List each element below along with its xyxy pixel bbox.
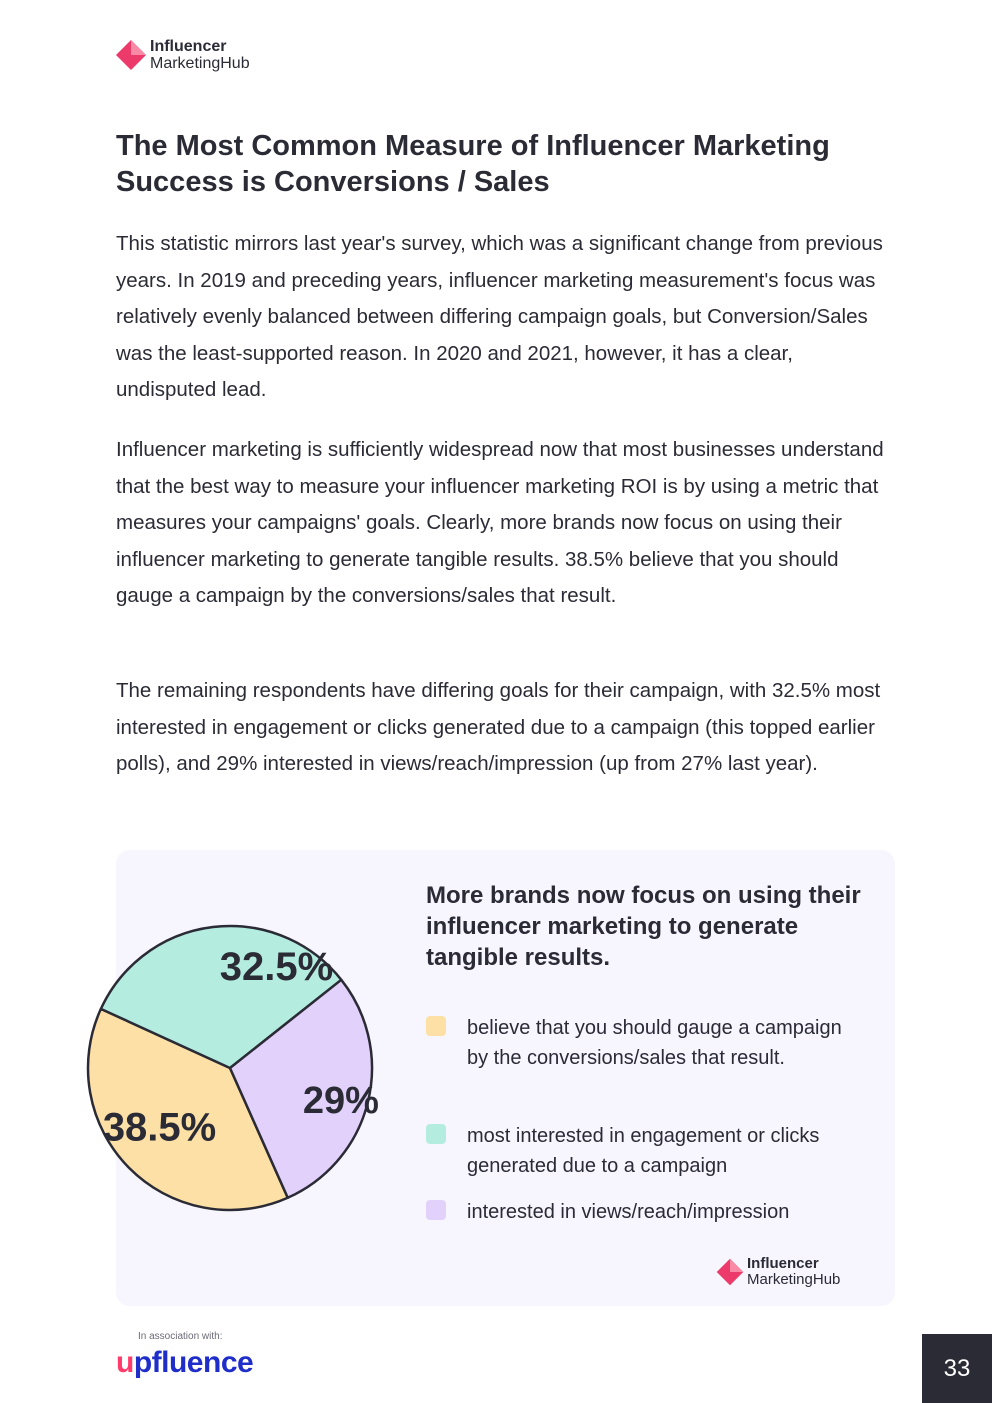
pie-chart	[70, 910, 390, 1230]
partner-logo	[116, 1346, 253, 1380]
legend-swatch-conversions	[426, 1016, 446, 1036]
legend-item-engagement	[426, 1121, 866, 1181]
page-number: 33	[922, 1334, 992, 1403]
pie-label-views: 29%	[302, 1079, 379, 1122]
paragraph-2: Influencer marketing is sufficiently widespread now that most businesses understand that the best way to measure your influencer marketing ROI is by using a metric that measures your campaigns' goals. Clearly, more brands now focus on using their influencer marketing to generate tangible results. 38.5% believe that you should gauge a campaign by the conversions/sales that result.	[116, 438, 884, 608]
chart-title: More brands now focus on using their influencer marketing to generate tangible results.	[426, 882, 861, 971]
brand-mark-icon	[715, 1257, 745, 1287]
paragraph-3: The remaining respondents have differing goals for their campaign, with 32.5% most interested in engagement or clicks generated due to a campaign (this topped earlier polls), and 29% interested in views/reach/impression (up from 27% last year).	[116, 679, 881, 776]
legend-swatch-views	[426, 1200, 446, 1220]
partner-logo-initial: u	[116, 1346, 134, 1379]
legend-item-views	[426, 1197, 866, 1227]
brand-line1: Influencer	[150, 38, 227, 55]
legend-label-engagement: most interested in engagement or clicks generated due to a campaign	[467, 1125, 820, 1177]
legend-label-views: interested in views/reach/impression	[467, 1201, 790, 1223]
brand-line1: Influencer	[747, 1255, 819, 1272]
legend-label-conversions: believe that you should gauge a campaign by the conversions/sales that result.	[467, 1017, 842, 1069]
brand-logo-panel	[715, 1256, 840, 1288]
brand-mark-icon	[114, 38, 148, 72]
legend-swatch-engagement	[426, 1124, 446, 1144]
pie-label-conversions: 38.5%	[102, 1105, 217, 1150]
legend-item-conversions	[426, 1013, 866, 1073]
partner-logo-rest: pfluence	[133, 1346, 254, 1379]
page-title: The Most Common Measure of Influencer Marketing Success is Conversions / Sales	[116, 130, 830, 198]
brand-line2: MarketingHub	[150, 55, 250, 72]
association-label: In association with:	[138, 1331, 223, 1342]
paragraph-1: This statistic mirrors last year's survey, which was a significant change from previous years. In 2019 and preceding years, influencer marketing measurement's focus was relatively evenly balanced between differing campaign goals, but Conversion/Sales was the least-supported reason. In 2020 and 2021, however, it has a clear, undisputed lead.	[116, 232, 883, 402]
pie-label-engagement: 32.5%	[219, 945, 334, 990]
brand-logo	[114, 38, 250, 72]
brand-line2: MarketingHub	[747, 1271, 841, 1288]
